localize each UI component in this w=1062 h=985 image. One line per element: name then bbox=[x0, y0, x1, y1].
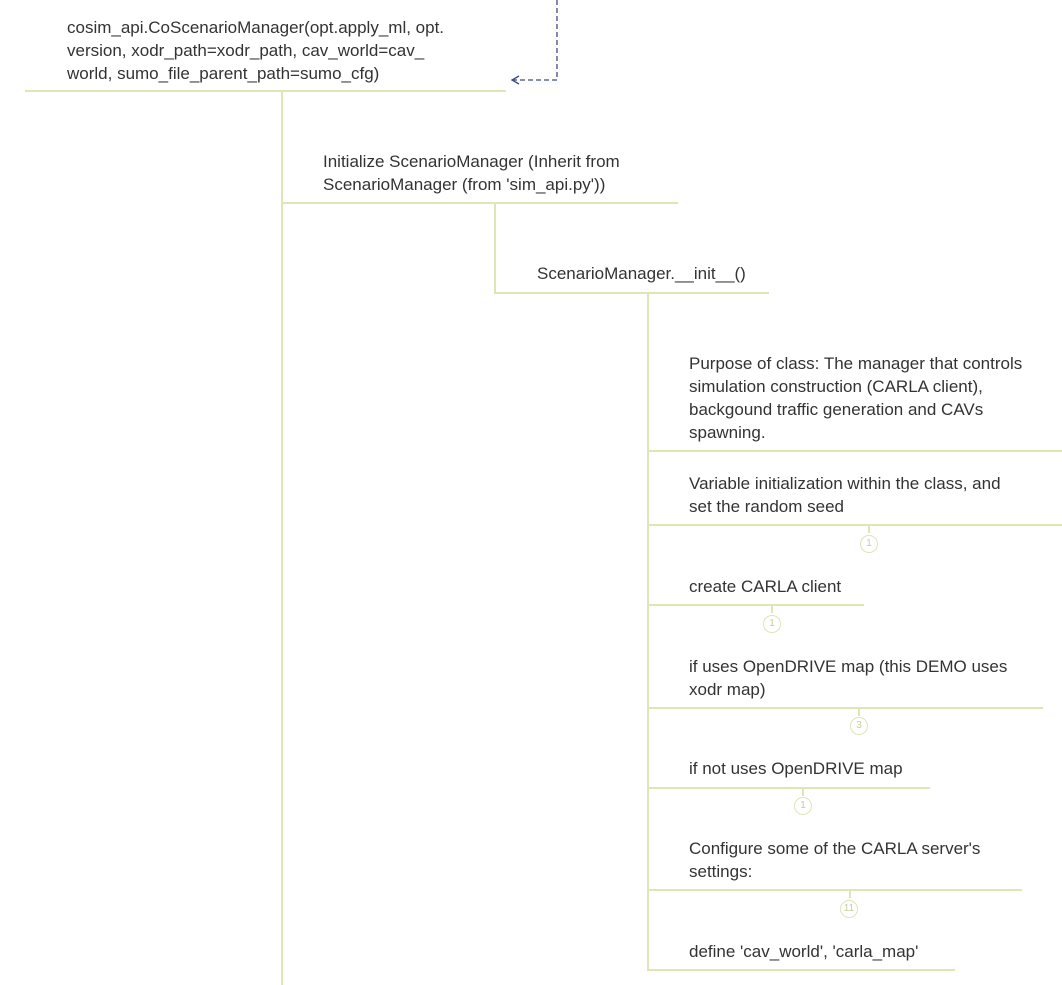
variable-initialization-underline bbox=[648, 524, 1062, 526]
if-not-uses-opendrive-text[interactable]: if not uses OpenDRIVE map bbox=[689, 759, 903, 778]
configure-carla-server-text[interactable]: Configure some of the CARLA server's settings: bbox=[689, 839, 981, 881]
init-trunk bbox=[494, 203, 496, 294]
variable-initialization-child-count-badge[interactable]: 1 bbox=[860, 535, 878, 553]
create-carla-client-underline bbox=[648, 604, 864, 606]
create-carla-client-badge-stem bbox=[771, 606, 773, 613]
create-carla-client-child-count-badge[interactable]: 1 bbox=[763, 615, 781, 633]
if-not-uses-opendrive-child-count-badge[interactable]: 1 bbox=[794, 797, 812, 815]
if-uses-opendrive-child-count-badge[interactable]: 3 bbox=[850, 717, 868, 735]
root-node-underline bbox=[25, 90, 506, 92]
configure-carla-server-badge-stem bbox=[849, 891, 851, 898]
root-trunk bbox=[281, 91, 283, 985]
purpose-of-class-underline bbox=[648, 450, 1062, 452]
init-method-trunk bbox=[647, 293, 649, 971]
root-node-text[interactable]: cosim_api.CoScenarioManager(opt.apply_ml, opt. version, xodr_path=xodr_path, cav_world=cav_ world, sumo_file_parent_path=sumo_cfg) bbox=[67, 18, 445, 83]
define-cav-world-underline bbox=[648, 969, 955, 971]
if-not-uses-opendrive-underline bbox=[648, 787, 930, 789]
variable-initialization-badge-stem bbox=[868, 526, 870, 533]
initialize-scenario-manager-underline bbox=[282, 202, 678, 204]
configure-carla-server-child-count-badge[interactable]: 11 bbox=[840, 900, 858, 918]
if-not-uses-opendrive-badge-stem bbox=[802, 789, 804, 796]
dashed-connector-arrow bbox=[500, 0, 570, 95]
initialize-scenario-manager-text[interactable]: Initialize ScenarioManager (Inherit from ScenarioManager (from 'sim_api.py')) bbox=[323, 152, 620, 194]
if-uses-opendrive-text[interactable]: if uses OpenDRIVE map (this DEMO uses xodr map) bbox=[689, 657, 1008, 699]
define-cav-world-text[interactable]: define 'cav_world', 'carla_map' bbox=[689, 942, 919, 961]
scenario-manager-init-underline bbox=[494, 292, 769, 294]
if-uses-opendrive-underline bbox=[648, 707, 1043, 709]
configure-carla-server-underline bbox=[648, 889, 1022, 891]
if-uses-opendrive-badge-stem bbox=[858, 709, 860, 716]
variable-initialization-text[interactable]: Variable initialization within the class, and set the random seed bbox=[689, 474, 1001, 516]
scenario-manager-init-text[interactable]: ScenarioManager.__init__() bbox=[537, 264, 746, 283]
create-carla-client-text[interactable]: create CARLA client bbox=[689, 577, 842, 596]
purpose-of-class-text[interactable]: Purpose of class: The manager that controls simulation construction (CARLA client), backgound traffic generation and CAVs spawning. bbox=[689, 354, 1023, 442]
